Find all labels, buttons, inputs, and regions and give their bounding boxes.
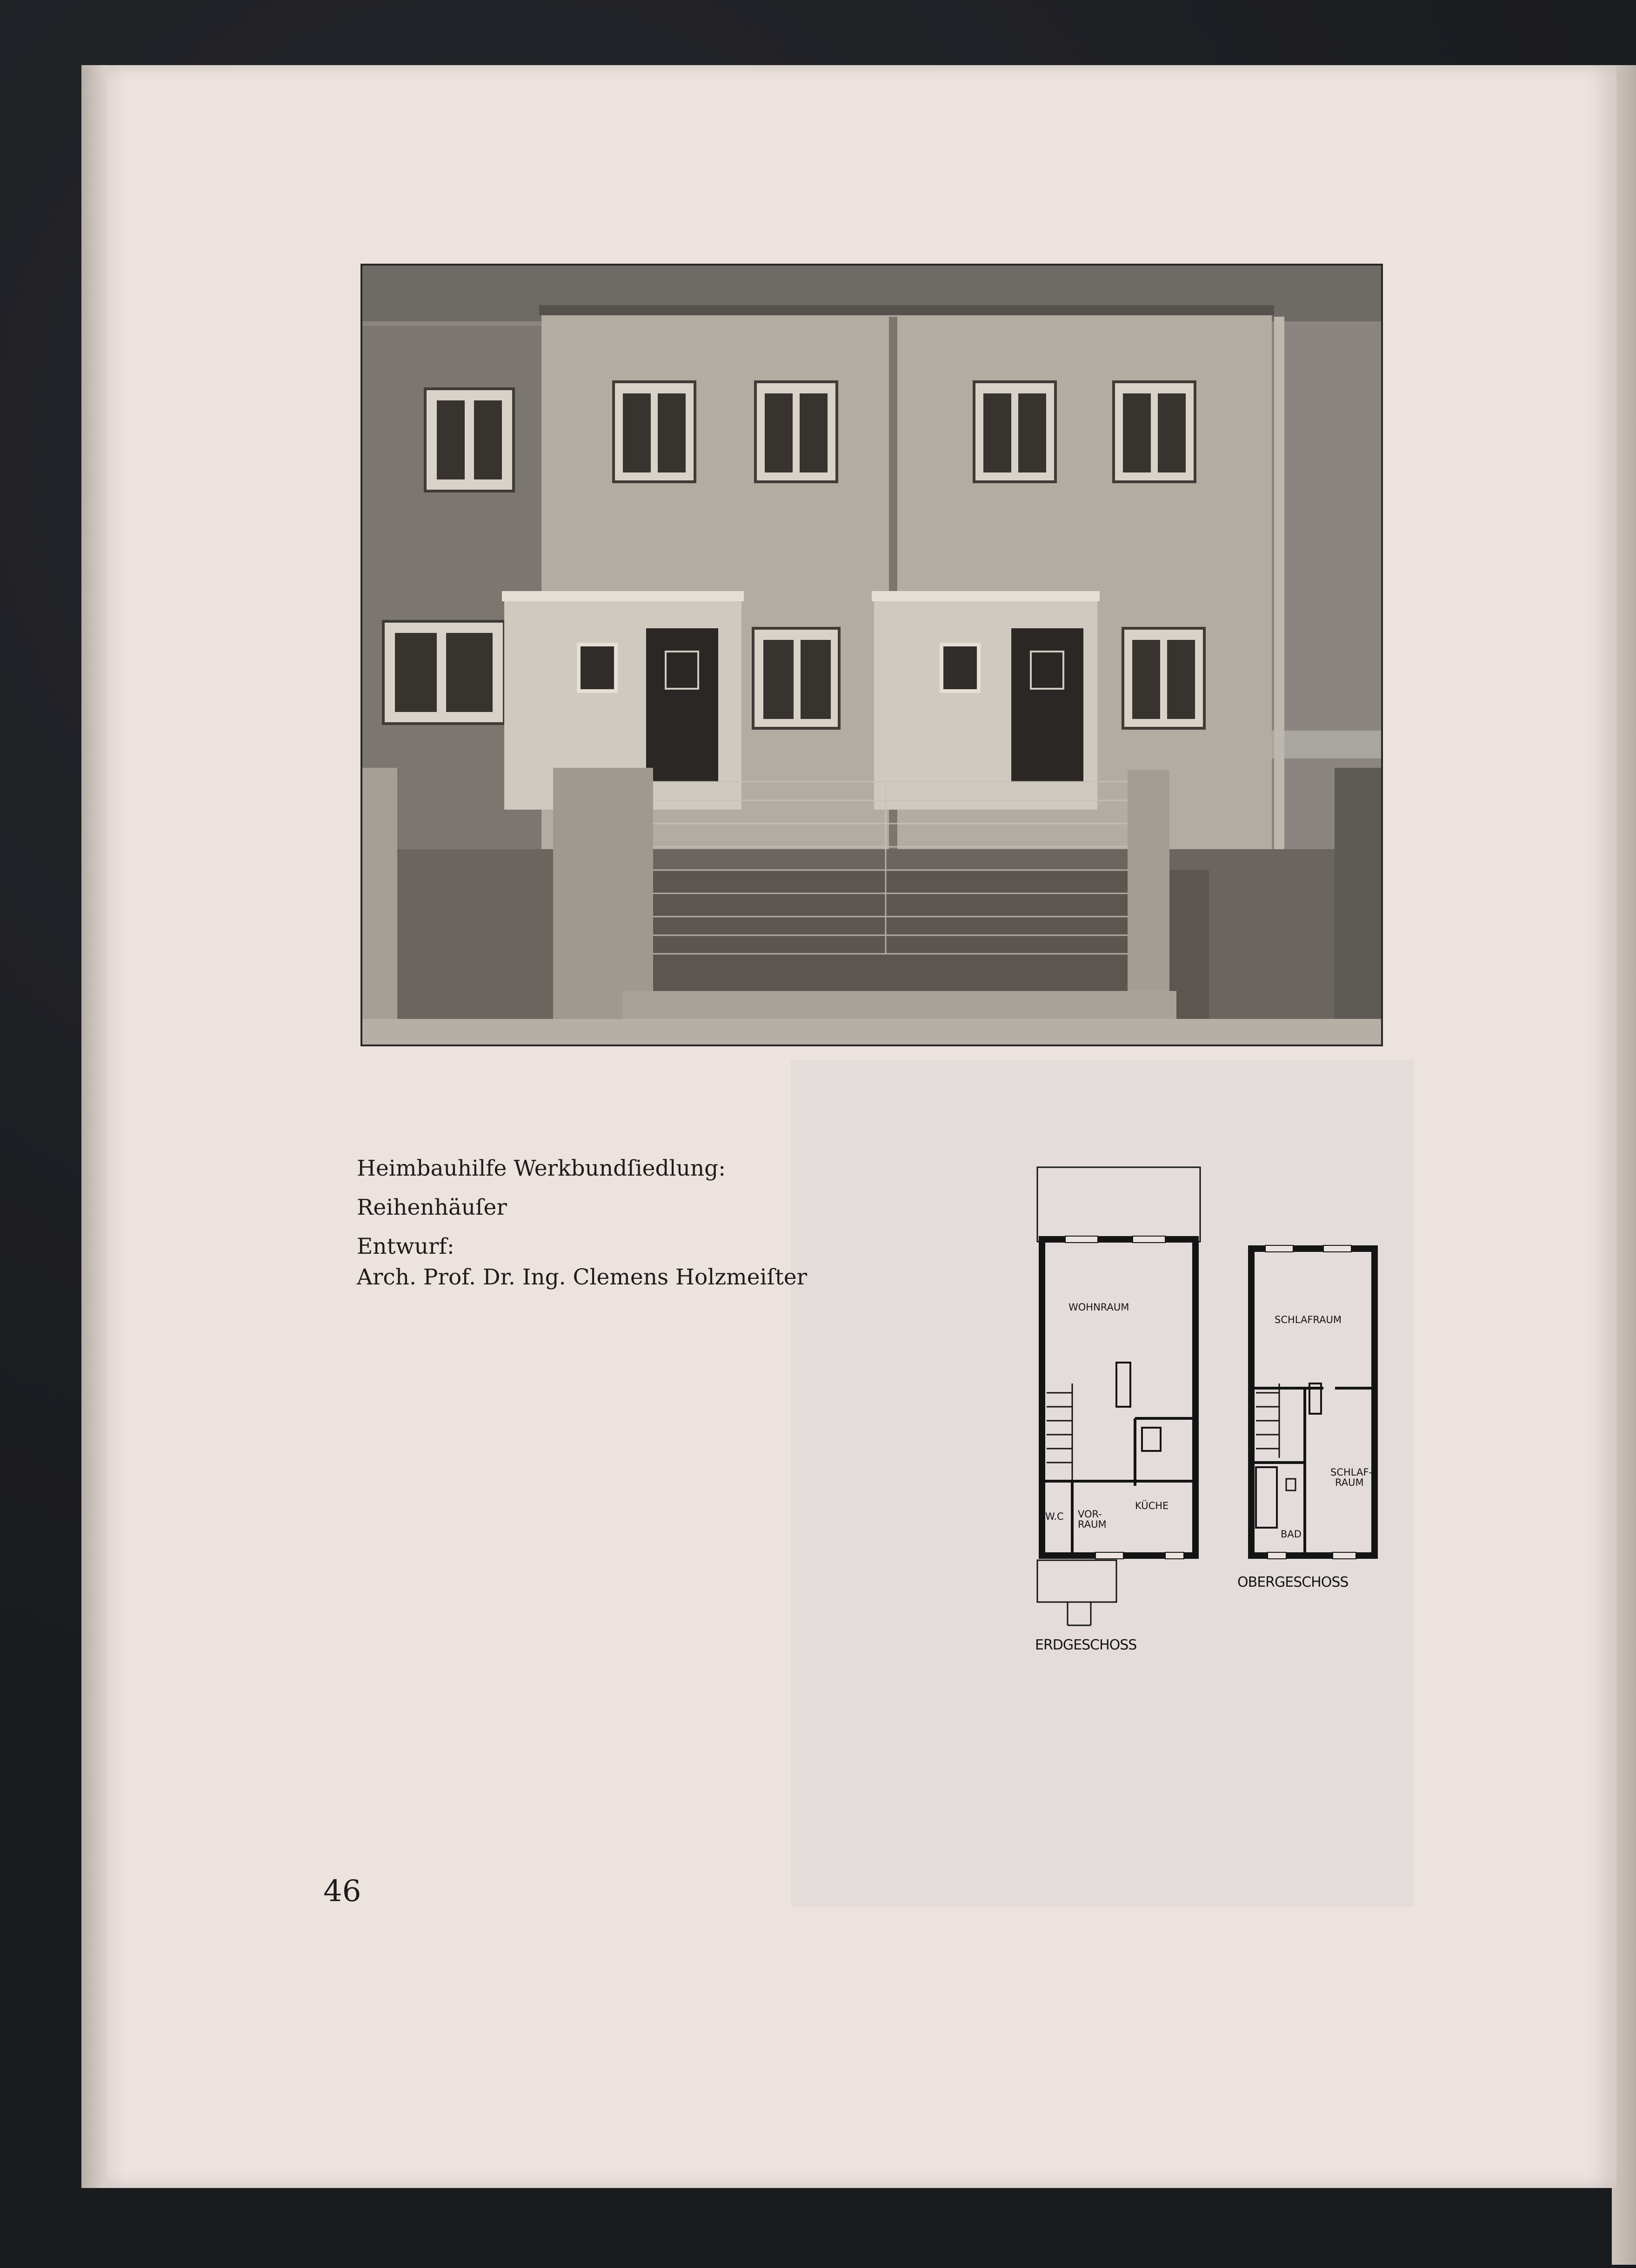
caption-block bbox=[357, 1153, 868, 1293]
room-kitchen: KÜCHE bbox=[1135, 1500, 1169, 1511]
caption-title: Heimbauhilfe Werkbundſiedlung: bbox=[357, 1156, 726, 1181]
room-living: WOHNRAUM bbox=[1068, 1302, 1129, 1313]
row-houses-photo bbox=[361, 264, 1383, 1046]
room-bedroom: SCHLAFRAUM bbox=[1275, 1314, 1342, 1325]
room-bath: BAD bbox=[1281, 1529, 1302, 1540]
caption-building-type: Reihenhäuſer bbox=[357, 1195, 507, 1220]
room-bedroom2-line2: RAUM bbox=[1335, 1477, 1364, 1488]
room-bedroom2-line1: SCHLAF- bbox=[1330, 1467, 1372, 1478]
room-wc: W.C bbox=[1045, 1511, 1064, 1522]
floor-plans bbox=[1026, 1165, 1379, 1672]
ground-floor-label: ERDGESCHOSS bbox=[1035, 1637, 1137, 1653]
room-entry-line2: RAUM bbox=[1078, 1519, 1107, 1530]
page-number: 46 bbox=[323, 1874, 361, 1909]
caption-architect: Arch. Prof. Dr. Ing. Clemens Holzmeiſter bbox=[357, 1264, 808, 1290]
room-entry-line1: VOR- bbox=[1078, 1509, 1102, 1520]
upper-floor-label: OBERGESCHOSS bbox=[1237, 1574, 1349, 1590]
caption-design-label: Entwurf: bbox=[357, 1234, 454, 1259]
